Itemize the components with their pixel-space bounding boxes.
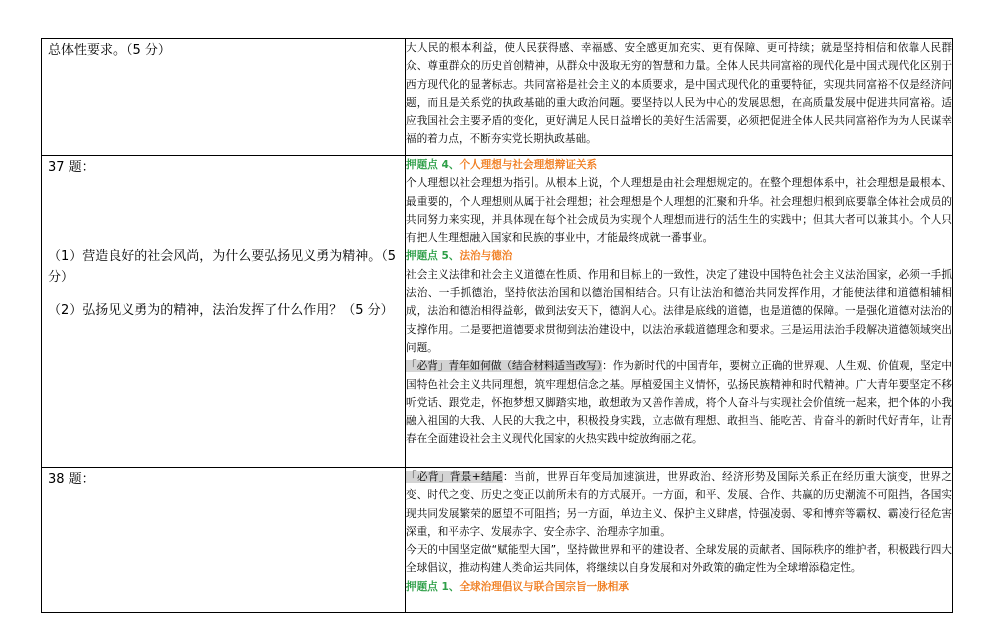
answer-paragraph: 今天的中国坚定做“赋能型大国”，坚持做世界和平的建设者、全球发展的贡献者、国际秩序的维护者，积极践行四大全球倡议，推动构建人类命运共同体，将继续以自身发展和对外政策的确定性为全球增添稳定性。 <box>406 544 952 575</box>
question-item-1: （1）营造良好的社会风尚，为什么要弘扬见义勇为精神。（5 分） <box>48 249 397 285</box>
point-title: 全球治理倡议与联合国宗旨一脉相承 <box>459 580 629 593</box>
point-mark: 押题点 1、 <box>406 580 460 593</box>
point-title: 法治与德治 <box>459 250 513 263</box>
answer-cell <box>406 156 953 468</box>
point-paragraph: 个人理想以社会理想为指引。从根本上说，个人理想是由社会理想规定的。在整个理想体系中，社会理想是最根本、最重要的，个人理想则从属于社会理想；社会理想是个人理想的汇聚和升华。社会理想归根到底要靠全体社会成员的共同努力来实现，并具体现在每个社会成员为实现个人理想而进行的活生生的实践中；但其大者可以兼其小。个人只有把人生理想融入国家和民族的事业中，才能最终成就一番事业。 <box>406 177 952 245</box>
must-recite-text: ：当前，世界百年变局加速演进，世界政治、经济形势及国际关系正在经历重大演变，世界之变、时代之变、历史之变正以前所未有的方式展开。一方面，和平、发展、合作、共赢的历史潮流不可阻挡，各国实现共同发展繁荣的愿望不可阻挡；另一方面，单边主义、保护主义肆虐，恃强凌弱、零和博弈等霸权、霸凌行径危害深重，和平赤字、发展赤字、安全赤字、治理赤字加重。 <box>406 471 952 538</box>
question-title: 总体性要求。（5 分） <box>48 43 171 58</box>
table-row <box>42 468 953 613</box>
answer-cell <box>406 39 953 156</box>
table-row <box>42 39 953 156</box>
table-row <box>42 156 953 468</box>
must-recite-paragraph <box>406 468 952 541</box>
point-heading <box>406 156 952 174</box>
question-cell <box>42 468 406 613</box>
question-title: 38 题： <box>48 472 95 487</box>
point-mark: 押题点 5、 <box>406 250 460 263</box>
point-heading <box>406 578 952 596</box>
point-paragraph: 社会主义法律和社会主义道德在性质、作用和目标上的一致性，决定了建设中国特色社会主义法治国家，必须一手抓法治、一手抓德治，坚持依法治国和以德治国相结合。只有让法治和德治共同发挥作用，才能使法律和道德相辅相成，法治和德治相得益彰，做到法安天下，德润人心。法律是底线的道德，也是道德的保障。一是强化道德对法治的支撑作用。二是要把道德要求贯彻到法治建设中，以法治承载道德理念和要求。三是运用法治手段解决道德领域突出问题。 <box>406 268 952 354</box>
point-title: 个人理想与社会理想辩证关系 <box>459 159 598 171</box>
question-title: 37 题： <box>48 160 95 175</box>
question-cell <box>42 156 406 468</box>
question-item-2: （2）弘扬见义勇为的精神，法治发挥了什么作用？（5 分） <box>48 303 394 318</box>
point-heading <box>406 247 952 265</box>
answer-cell <box>406 468 953 613</box>
must-recite-label: 「必背」背景+结尾 <box>406 471 503 483</box>
content-table <box>41 38 953 613</box>
must-recite-label: 「必背」青年如何做（结合材料适当改写） <box>406 360 603 373</box>
question-cell <box>42 39 406 156</box>
must-recite-paragraph <box>406 357 952 448</box>
must-recite-text: ：作为新时代的中国青年，要树立正确的世界观、人生观、价值观，坚定中国特色社会主义共同理想，筑牢理想信念之基。厚植爱国主义情怀，弘扬民族精神和时代精神。广大青年要坚定不移听党话、跟党走，怀抱梦想又脚踏实地，敢想敢为又善作善成，将个人奋斗与实现社会价值统一起来，把个体的小我融入祖国的大我、人民的大我之中，积极投身实践，立志做有理想、敢担当、能吃苦、肯奋斗的新时代好青年，让青春在全面建设社会主义现代化国家的火热实践中绽放绚丽之花。 <box>406 360 952 446</box>
answer-paragraph: 大人民的根本利益，使人民获得感、幸福感、安全感更加充实、更有保障、更可持续；就是坚持相信和依靠人民群众、尊重群众的历史首创精神，从群众中汲取无穷的智慧和力量。全体人民共同富裕的现代化是中国式现代化区别于西方现代化的显著标志。共同富裕是社会主义的本质要求，是中国式现代化的重要特征，实现共同富裕不仅是经济问题，而且是关系党的执政基础的重大政治问题。要坚持以人民为中心的发展思想，在高质量发展中促进共同富裕。适应我国社会主要矛盾的变化，更好满足人民日益增长的美好生活需要，必须把促进全体人民共同富裕作为为人民谋幸福的着力点，不断夯实党长期执政基础。 <box>406 42 952 146</box>
point-mark: 押题点 4、 <box>406 159 460 171</box>
